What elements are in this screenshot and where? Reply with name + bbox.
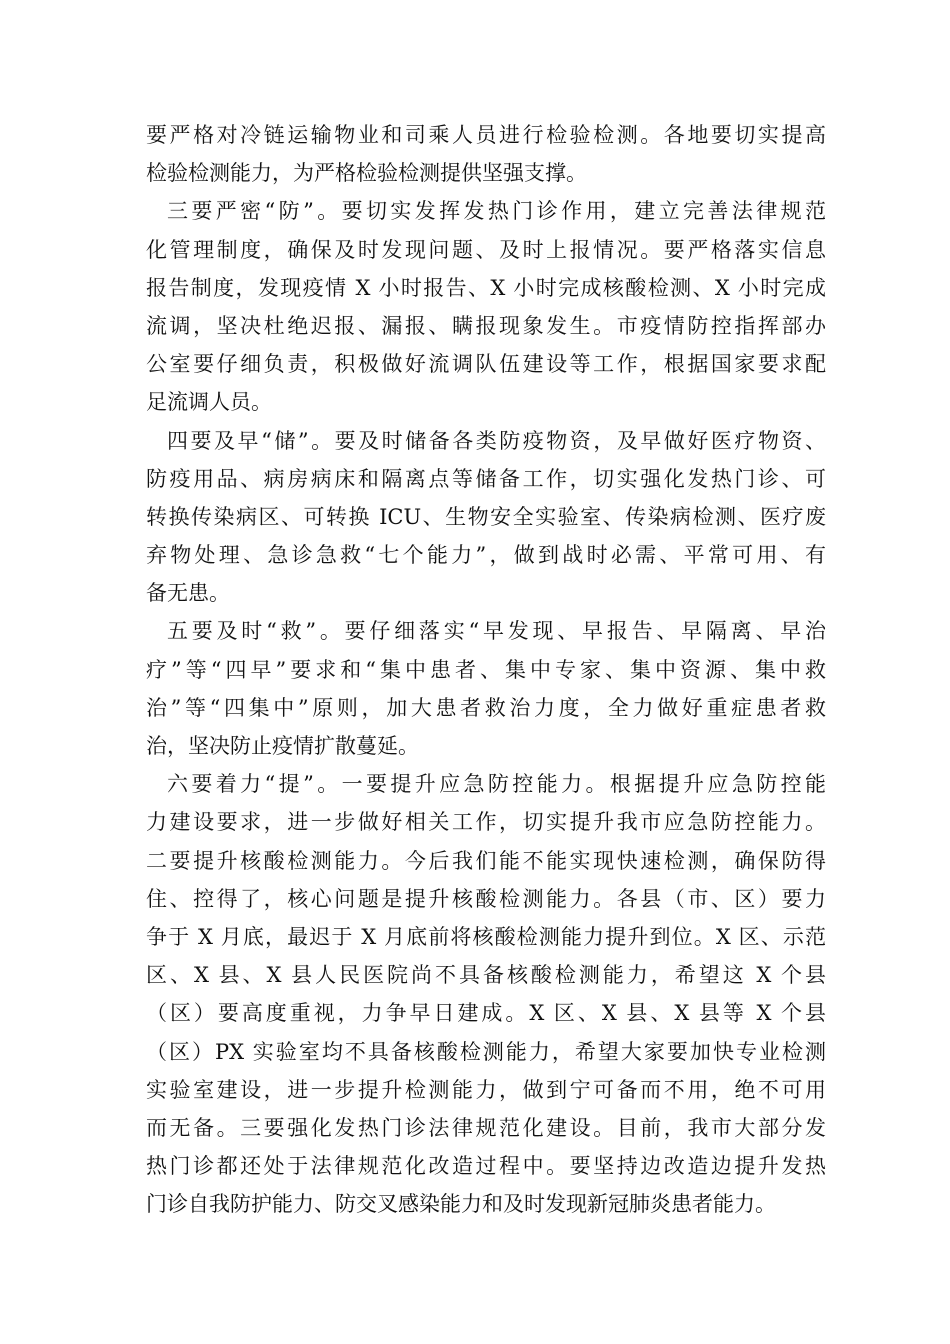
text-line: 报告制度，发现疫情 X 小时报告、X 小时完成核酸检测、X 小时完成	[146, 275, 826, 300]
text-line: 住、控得了，核心问题是提升核酸检测能力。各县（市、区）要力	[146, 886, 826, 911]
text-line: 争于 X 月底，最迟于 X 月底前将核酸检测能力提升到位。X 区、示范	[146, 924, 826, 949]
paragraph-1	[146, 116, 826, 192]
text-line: 治”等“四集中”原则，加大患者救治力度，全力做好重症患者救	[146, 695, 826, 720]
text-line: 化管理制度，确保及时发现问题、及时上报情况。要严格落实信息	[146, 237, 826, 262]
text-line: （区）要高度重视，力争早日建成。X 区、X 县、X 县等 X 个县	[146, 1001, 826, 1026]
text-line: 三要严密“防”。要切实发挥发热门诊作用，建立完善法律规范	[167, 199, 826, 224]
paragraph-5	[146, 765, 826, 1223]
text-line: 门诊自我防护能力、防交叉感染能力和及时发现新冠肺炎患者能力。	[146, 1192, 776, 1217]
text-line: 要严格对冷链运输物业和司乘人员进行检验检测。各地要切实提高	[146, 123, 826, 147]
text-line: 区、X 县、X 县人民医院尚不具备核酸检测能力，希望这 X 个县	[146, 963, 826, 988]
text-line: 二要提升核酸检测能力。今后我们能不能实现快速检测，确保防得	[146, 848, 826, 873]
text-line: （区）PX 实验室均不具备核酸检测能力，希望大家要加快专业检测	[146, 1039, 826, 1064]
text-line: 实验室建设，进一步提升检测能力，做到宁可备而不用，绝不可用	[146, 1077, 826, 1102]
text-line: 热门诊都还处于法律规范化改造过程中。要坚持边改造边提升发热	[146, 1154, 826, 1179]
paragraph-2	[146, 192, 826, 421]
text-line: 五要及时“救”。要仔细落实“早发现、早报告、早隔离、早治	[167, 619, 826, 644]
text-line: 流调，坚决杜绝迟报、漏报、瞒报现象发生。市疫情防控指挥部办	[146, 313, 826, 338]
text-line: 足流调人员。	[146, 390, 272, 415]
text-line: 备无患。	[146, 581, 230, 606]
text-line: 弃物处理、急诊急救“七个能力”，做到战时必需、平常可用、有	[146, 543, 826, 568]
text-line: 检验检测能力，为严格检验检测提供坚强支撑。	[146, 161, 587, 186]
text-line: 防疫用品、病房病床和隔离点等储备工作，切实强化发热门诊、可	[146, 466, 826, 491]
text-line: 疗”等“四早”要求和“集中患者、集中专家、集中资源、集中救	[146, 657, 826, 682]
paragraph-3	[146, 422, 826, 613]
text-line: 六要着力“提”。一要提升应急防控能力。根据提升应急防控能	[167, 772, 826, 797]
text-line: 四要及早“储”。要及时储备各类防疫物资，及早做好医疗物资、	[167, 428, 826, 453]
text-line: 力建设要求，进一步做好相关工作，切实提升我市应急防控能力。	[146, 810, 826, 835]
text-line: 公室要仔细负责，积极做好流调队伍建设等工作，根据国家要求配	[146, 352, 826, 377]
text-line: 治，坚决防止疫情扩散蔓延。	[146, 734, 419, 758]
document-body	[146, 116, 826, 1223]
paragraph-4	[146, 612, 826, 765]
text-line: 而无备。三要强化发热门诊法律规范化建设。目前，我市大部分发	[146, 1115, 826, 1140]
text-line: 转换传染病区、可转换 ICU、生物安全实验室、传染病检测、医疗废	[146, 504, 826, 529]
